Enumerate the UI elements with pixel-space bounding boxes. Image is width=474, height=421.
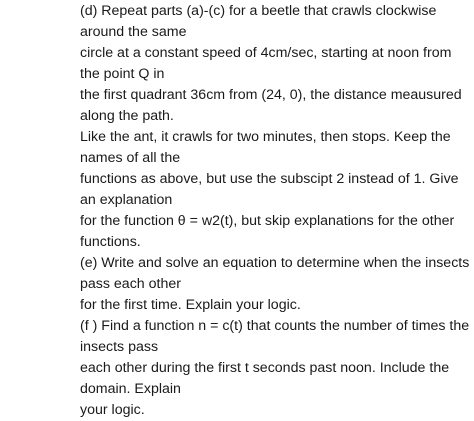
text-line: each other during the first t seconds past noon. Include the: [80, 360, 450, 376]
text-line: circle at a constant speed of 4cm/sec, starting at noon from: [80, 45, 452, 61]
text-line: the first quadrant 36cm from (24, 0), the distance meausured: [80, 87, 462, 103]
text-line: an explanation: [80, 192, 173, 208]
problem-text: [80, 0, 470, 421]
text-line: for the first time. Explain your logic.: [80, 297, 301, 313]
text-line: insects pass: [80, 339, 159, 355]
text-line: (d) Repeat parts (a)-(c) for a beetle that crawls clockwise: [80, 3, 437, 19]
text-line: functions.: [80, 234, 141, 250]
text-line: for the function θ = w2(t), but skip explanations for the other: [80, 213, 455, 229]
text-line: functions as above, but use the subscipt 2 instead of 1. Give: [80, 171, 459, 187]
text-line: pass each other: [80, 276, 181, 292]
text-line: your logic.: [80, 402, 145, 418]
text-line: (e) Write and solve an equation to determine when the insects: [80, 255, 470, 271]
text-line: along the path.: [80, 108, 174, 124]
text-line: domain. Explain: [80, 381, 181, 397]
text-line: the point Q in: [80, 66, 165, 82]
text-line: around the same: [80, 24, 187, 40]
text-line: Like the ant, it crawls for two minutes, then stops. Keep the: [80, 129, 451, 145]
text-line: (f ) Find a function n = c(t) that counts the number of times the: [80, 318, 470, 334]
text-line: names of all the: [80, 150, 181, 166]
